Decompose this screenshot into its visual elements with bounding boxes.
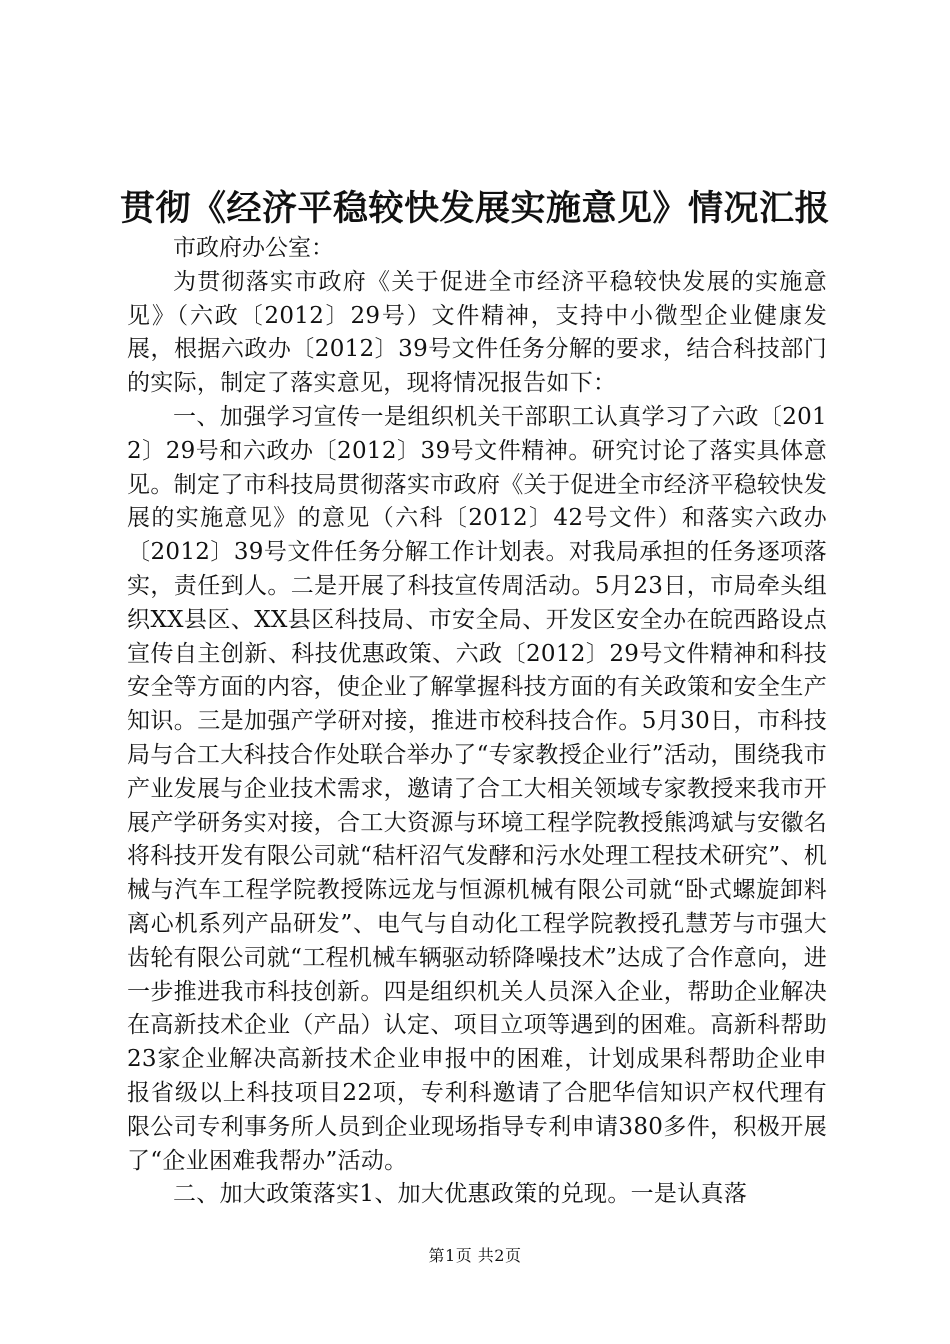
paragraph-intro: 为贯彻落实市政府《关于促进全市经济平稳较快发展的实施意见》（六政〔2012〕29号）文件精神，支持中小微型企业健康发展，根据六政办〔2012〕39号文件任务分解的要求，结合科技部门的实际，制定了落实意见，现将情况报告如下： — [127, 268, 827, 397]
document-title: 贯彻《经济平稳较快发展实施意见》情况汇报 — [119, 189, 830, 229]
page-footer: 第1页 共2页 — [428, 1246, 522, 1265]
document-body — [127, 232, 827, 1212]
paragraph-section-one: 一、加强学习宣传一是组织机关干部职工认真学习了六政〔2012〕29号和六政办〔2012〕39号文件精神。研究讨论了落实具体意见。制定了市科技局贯彻落实市政府《关于促进全市经济平稳较快发展的实施意见》的意见（六科〔2012〕42号文件）和落实六政办〔2012〕39号文件任务分解工作计划表。对我局承担的任务逐项落实，责任到人。二是开展了科技宣传周活动。5月23日，市局牵头组织XX县区、XX县区科技局、市安全局、开发区安全办在皖西路设点宣传自主创新、科技优惠政策、六政〔2012〕29号文件精神和科技安全等方面的内容，使企业了解掌握科技方面的有关政策和安全生产知识。三是加强产学研对接，推进市校科技合作。5月30日，市科技局与合工大科技合作处联合举办了“专家教授企业行”活动，围绕我市产业发展与企业技术需求，邀请了合工大相关领域专家教授来我市开展产学研务实对接，合工大资源与环境工程学院教授熊鸿斌与安徽名将科技开发有限公司就“秸杆沼气发酵和污水处理工程技术研究”、机械与汽车工程学院教授陈远龙与恒源机械有限公司就“卧式螺旋卸料离心机系列产品研发”、电气与自动化工程学院教授孔慧芳与市强大齿轮有限公司就“工程机械车辆驱动轿降噪技术”达成了合作意向，进一步推进我市科技创新。四是组织机关人员深入企业，帮助企业解决在高新技术企业（产品）认定、项目立项等遇到的困难。高新科帮助23家企业解决高新技术企业申报中的困难，计划成果科帮助企业申报省级以上科技项目22项，专利科邀请了合肥华信知识产权代理有限公司专利事务所人员到企业现场指导专利申请380多件，积极开展了“企业困难我帮办”活动。 — [127, 403, 827, 1174]
salutation: 市政府办公室： — [173, 235, 334, 261]
paragraph-section-two: 二、加大政策落实1、加大优惠政策的兑现。一是认真落 — [173, 1181, 748, 1208]
